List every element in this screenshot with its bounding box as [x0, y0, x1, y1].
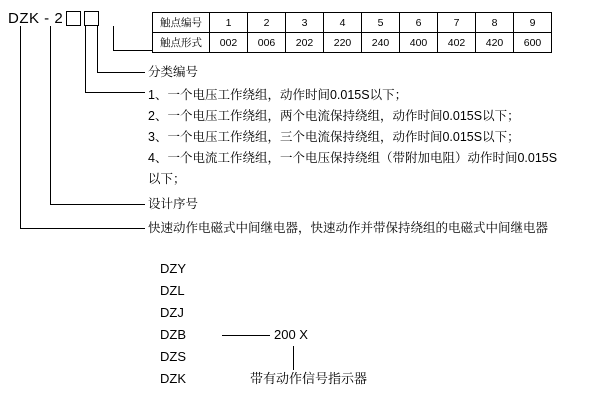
table-header-number: 触点编号: [153, 13, 210, 33]
annotation-item-2: 2、一个电压工作绕组，两个电流保持绕组，动作时间0.015S以下；: [148, 109, 520, 123]
table-cell: 9: [514, 13, 552, 33]
leader-line-box1-vertical: [97, 26, 98, 72]
table-cell: 7: [438, 13, 476, 33]
table-cell: 240: [362, 33, 400, 53]
legend-name: DZK: [160, 371, 186, 386]
legend-value: 200 X: [274, 327, 308, 342]
legend-vertical-line: [293, 346, 294, 370]
table-cell: 400: [400, 33, 438, 53]
legend-row: [160, 368, 218, 390]
model-code-box-1: [66, 11, 81, 26]
legend-name: DZJ: [160, 305, 184, 320]
annotation-item-1: 1、一个电压工作绕组，动作时间0.015S以下；: [148, 88, 408, 102]
legend-row: [160, 258, 218, 280]
leader-line-description-horizontal: [20, 228, 145, 229]
legend-indicator-note: 带有动作信号指示器: [250, 371, 368, 386]
table-row-forms: [153, 33, 552, 53]
table-cell: 5: [362, 13, 400, 33]
table-cell: 3: [286, 13, 324, 33]
contact-table: [152, 12, 552, 53]
table-row-numbers: [153, 13, 552, 33]
table-cell: 402: [438, 33, 476, 53]
legend-name: DZB: [160, 327, 186, 342]
table-cell: 8: [476, 13, 514, 33]
table-cell: 2: [248, 13, 286, 33]
leader-line-category-vertical: [85, 26, 86, 92]
table-cell: 202: [286, 33, 324, 53]
table-header-form: 触点形式: [153, 33, 210, 53]
table-cell: 006: [248, 33, 286, 53]
leader-line-design-vertical: [50, 26, 51, 204]
table-cell: 4: [324, 13, 362, 33]
leader-line-category-horizontal: [85, 92, 145, 93]
annotation-item-4-cont: 以下；: [148, 172, 186, 186]
annotation-item-3: 3、一个电压工作绕组，三个电流保持绕组，动作时间0.015S以下；: [148, 130, 520, 144]
annotation-category: 分类编号: [148, 65, 199, 79]
table-cell: 6: [400, 13, 438, 33]
legend-name: DZS: [160, 349, 186, 364]
model-code-prefix: DZK - 2: [8, 10, 64, 27]
legend-row: [160, 346, 218, 368]
table-cell: 1: [210, 13, 248, 33]
legend-name: DZL: [160, 283, 185, 298]
leader-line-design-horizontal: [50, 204, 145, 205]
annotation-items: [148, 85, 557, 190]
legend-name: DZY: [160, 261, 186, 276]
legend-connector-line: [222, 335, 270, 336]
series-legend: [160, 258, 368, 390]
model-code-box-2: [84, 11, 99, 26]
annotation-description: 快速动作电磁式中间继电器，快速动作并带保持绕组的电磁式中间继电器: [148, 221, 549, 235]
model-code: [8, 10, 99, 27]
leader-line-box1-horizontal: [97, 72, 145, 73]
leader-line-box2-vertical: [113, 26, 114, 50]
annotation-design-serial: 设计序号: [148, 197, 199, 211]
leader-line-box2-horizontal: [113, 50, 152, 51]
table-cell: 002: [210, 33, 248, 53]
table-cell: 600: [514, 33, 552, 53]
leader-line-description-vertical: [20, 26, 21, 228]
table-cell: 220: [324, 33, 362, 53]
legend-row: [160, 302, 218, 324]
table-cell: 420: [476, 33, 514, 53]
annotation-item-4: 4、一个电流工作绕组，一个电压保持绕组（带附加电阻）动作时间0.015S: [148, 151, 558, 165]
legend-row: [160, 280, 218, 302]
